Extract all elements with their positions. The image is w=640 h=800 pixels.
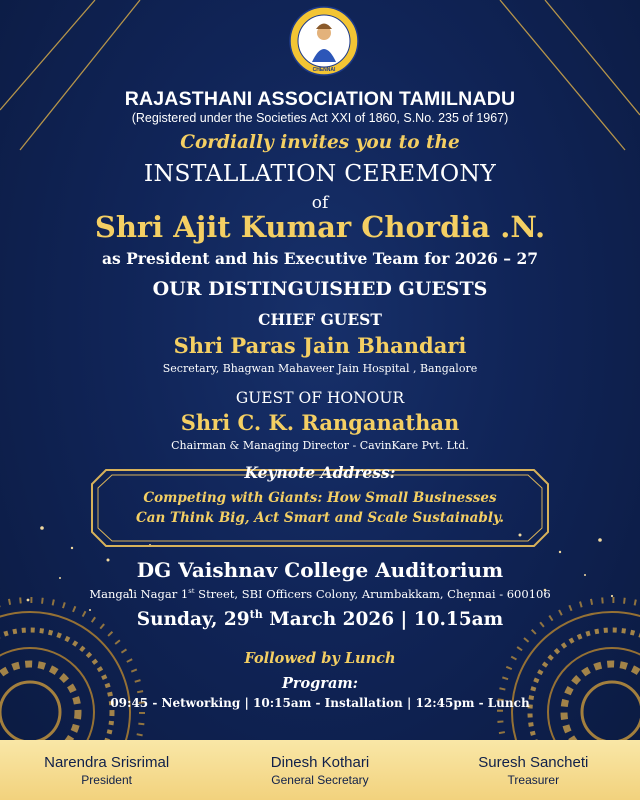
guest-of-honour-name: Shri C. K. Ranganathan [180,410,460,435]
chief-guest-designation: Secretary, Bhagwan Mahaveer Jain Hospital , Bangalore [162,362,478,375]
date-part-2: March 2026 | 10.15am [262,609,504,631]
venue-name: DG Vaishnav College Auditorium [136,558,504,582]
address-part-1: Mangali Nagar 1 [89,587,189,601]
of-text: of [311,193,329,213]
guests-heading: OUR DISTINGUISHED GUESTS [152,278,488,300]
date-part-1: Sunday, 29 [136,609,250,631]
address-part-2: Street, SBI Officers Colony, Arumbakkam, Chennai - 600106 [194,587,551,601]
association-logo [289,6,359,76]
guest-of-honour-label: GUEST OF HONOUR [235,389,405,407]
signatory-role: President [81,772,132,787]
chief-guest-name: Shri Paras Jain Bhandari [173,333,467,358]
signatory-role: General Secretary [271,772,369,787]
org-name: RAJASTHANI ASSOCIATION TAMILNADU [124,88,516,110]
program-schedule: 09:45 - Networking | 10:15am - Installation | 12:45pm - Lunch [110,696,530,710]
event-date-time [0,608,640,630]
signatory-name: Narendra Srisrimal [44,753,170,771]
keynote-title-line-2: Can Think Big, Act Smart and Scale Sustainably. [136,510,504,526]
address-superscript: st [188,587,195,596]
venue-address [0,587,640,601]
keynote-label: Keynote Address: [244,463,396,482]
keynote-title-line-1: Competing with Giants: How Small Businesses [143,490,497,506]
signatory-role: Treasurer [507,772,560,787]
keynote-title [0,488,640,528]
honoree-name: Shri Ajit Kumar Chordia .N. [94,210,546,244]
ceremony-title: INSTALLATION CEREMONY [143,159,497,187]
signatory-president [7,754,207,787]
guest-of-honour-designation: Chairman & Managing Director - CavinKare Pvt. Ltd. [171,439,469,452]
date-superscript: th [249,608,263,621]
chief-guest-label: CHIEF GUEST [258,310,382,329]
logo-city-text: CHENNAI [312,67,336,73]
signatories-footer [0,740,640,800]
lunch-note: Followed by Lunch [244,650,396,667]
registration-note: (Registered under the Societies Act XXI of 1860, S.No. 235 of 1967) [131,111,509,125]
signatory-name: Dinesh Kothari [270,753,370,771]
signatory-general-secretary [220,754,420,787]
signatory-name: Suresh Sancheti [478,753,589,771]
signatory-treasurer [433,754,633,787]
tenure-line: as President and his Executive Team for 2026 – 27 [101,249,539,268]
program-label: Program: [281,675,359,692]
invite-line: Cordially invites you to the [180,132,460,153]
